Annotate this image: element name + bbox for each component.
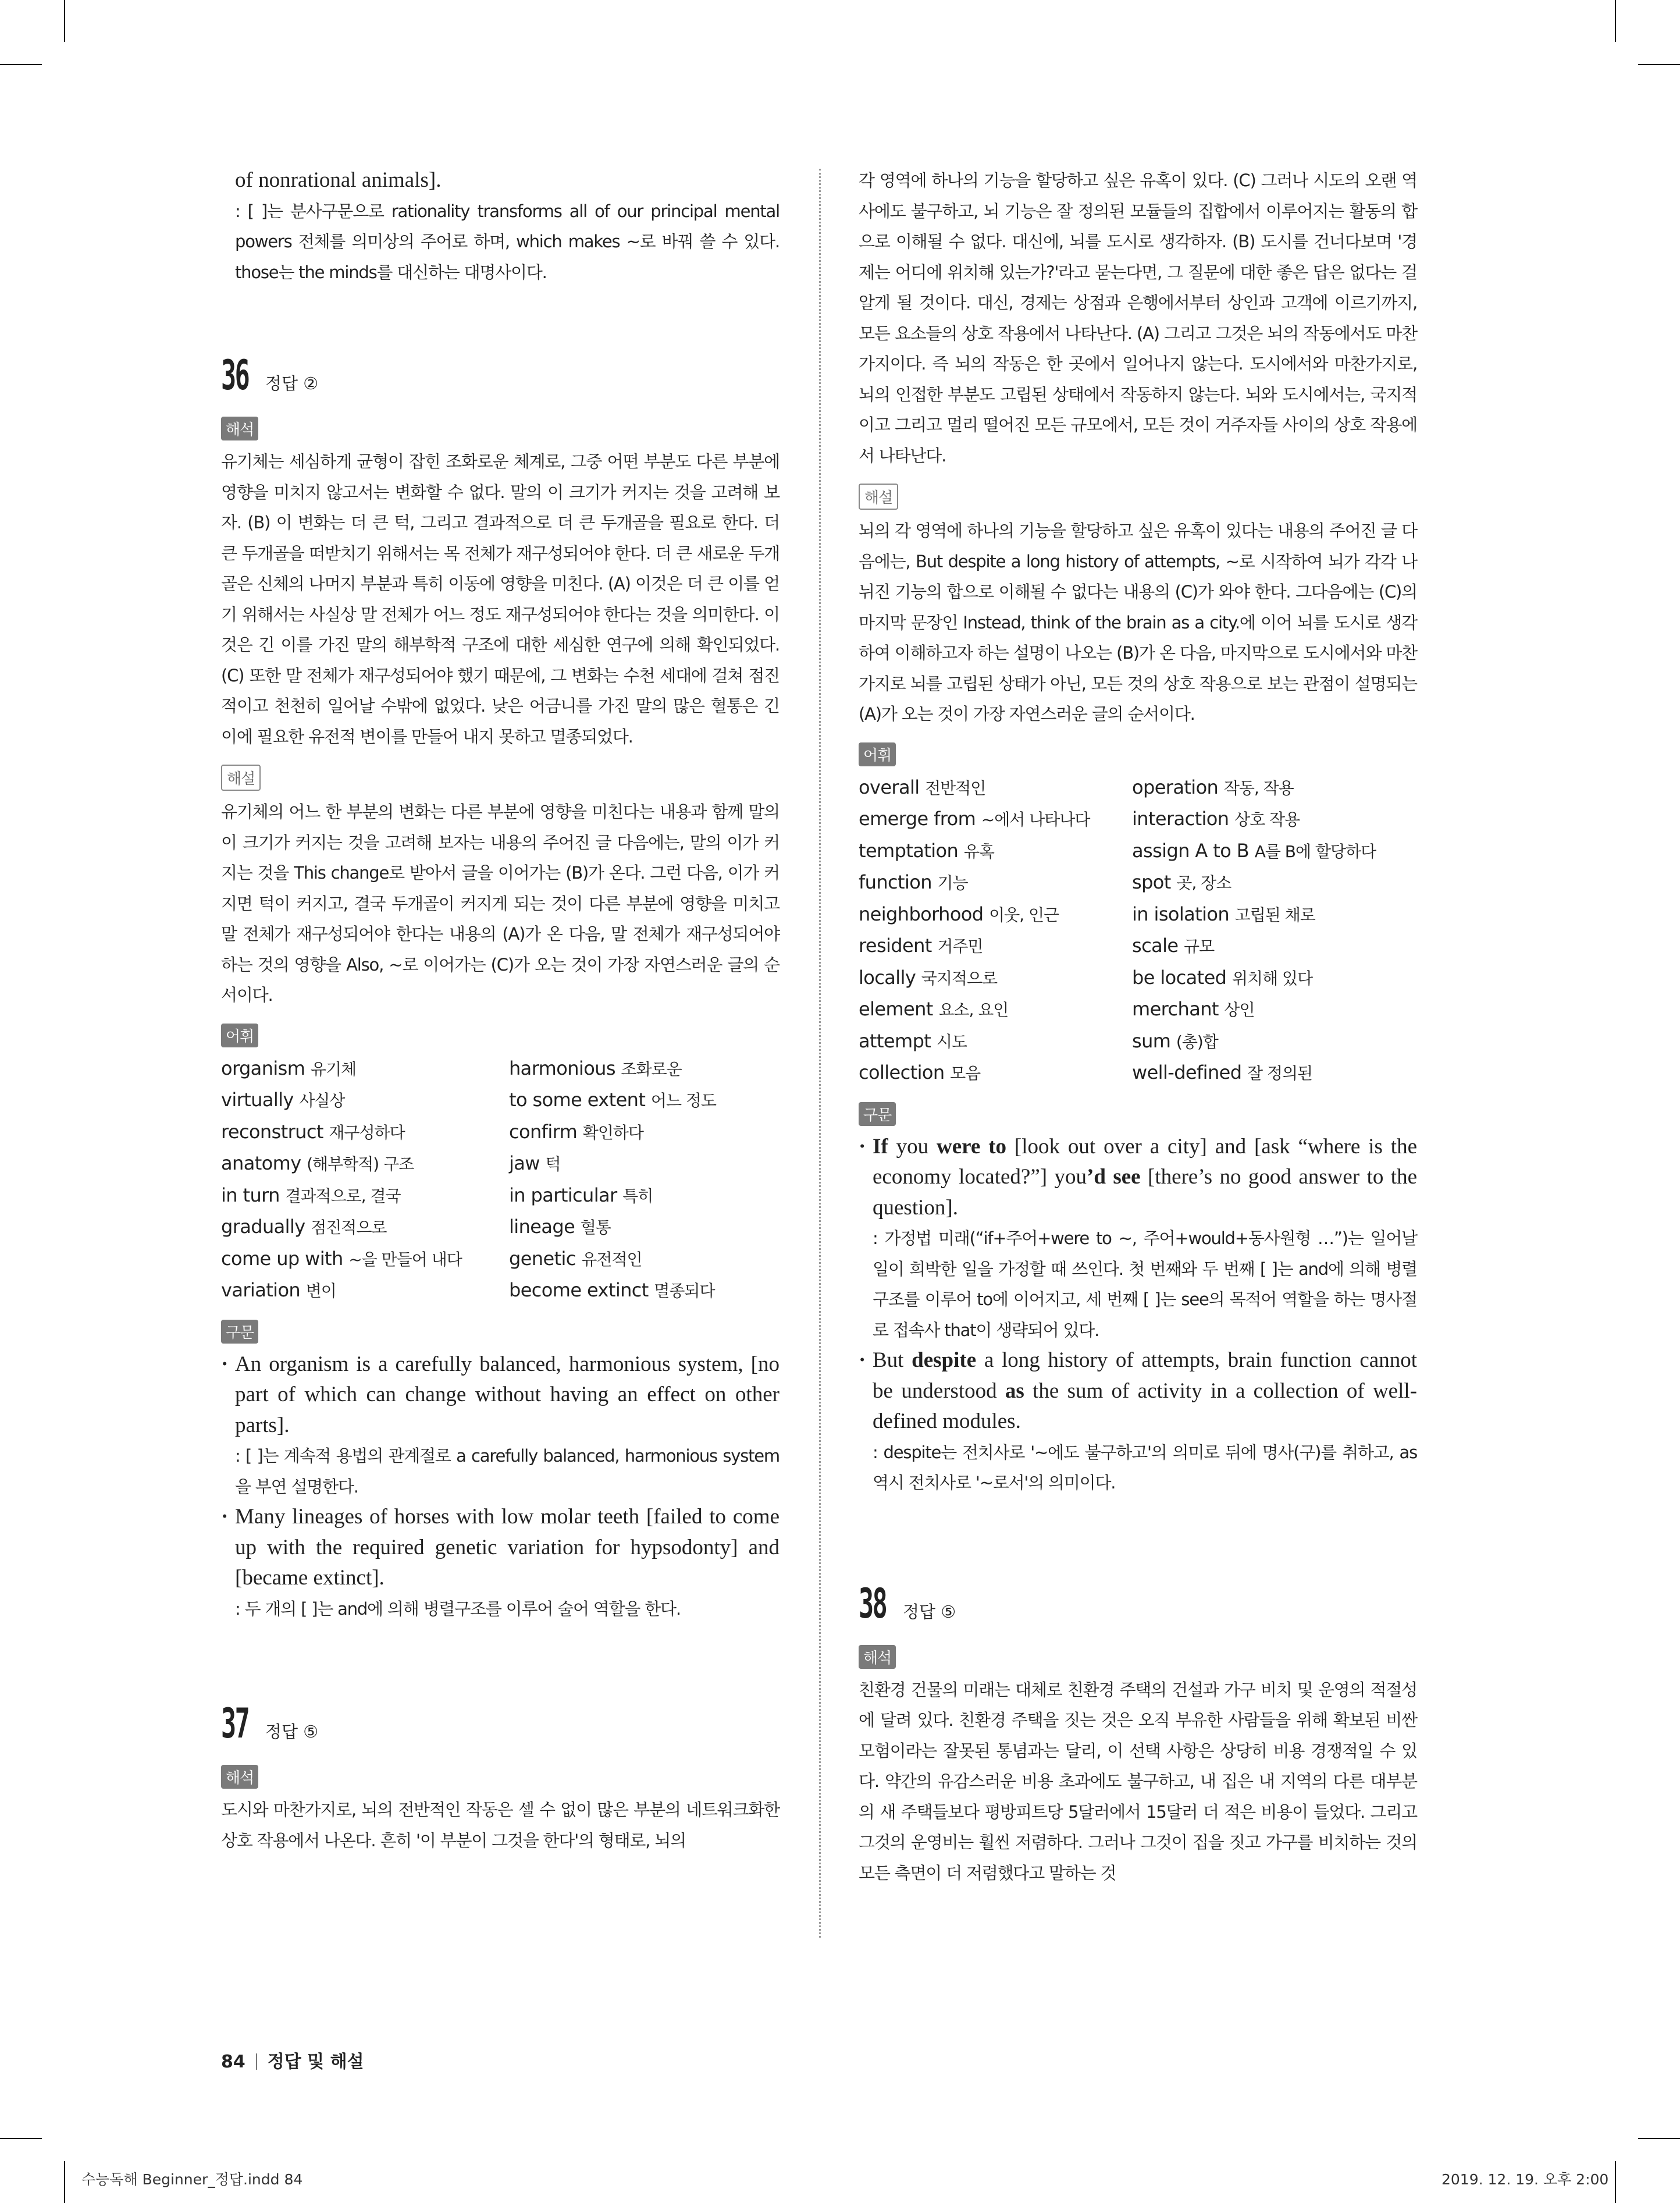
column-divider — [819, 169, 821, 1938]
tag-interpretation: 해석 — [859, 1645, 896, 1669]
q37-explanation: 뇌의 각 영역에 하나의 기능을 할당하고 싶은 유혹이 있다는 내용의 주어진 글 다음에는, But despite a long history of attempts, ~로 시작하여 뇌가 각각 나뉘진 기능의 합으로 이해될 수 없다는 내용의 (C)가 와야 한다. 그다음에는 (C)의 마지막 문장인 Instead, think of the brain as a city.에 이어 뇌를 도시로 생각하여 이해하고자 하는 설명이 나오는 (B)가 온 다음, 마지막으로 도시에서와 마찬가지로 뇌를 고립된 상태가 아닌, 모든 것의 상호 작용으로 보는 관점이 설명되는 (A)가 오는 것이 가장 자연스러운 글의 순서이다. — [859, 521, 1417, 724]
q38-interpretation: 친환경 건물의 미래는 대체로 친환경 주택의 건설과 가구 비치 및 운영의 적절성에 달려 있다. 친환경 주택을 짓는 것은 오직 부유한 사람들을 위해 확보된 비싼 모험이라는 잘못된 통념과는 달리, 이 선택 사항은 상당히 비용 경쟁적일 수 있다. 약간의 유감스러운 비용 초과에도 불구하고, 내 집은 내 지역의 다른 대부분의 새 주택들보다 평방피트당 5달러에서 15달러 더 적은 비용이 들었다. 그리고 그것의 운영비는 훨씬 저렴하다. 그러나 그것이 집을 짓고 가구를 비치하는 것의 모든 측면이 더 저렴했다고 말하는 것 — [859, 1679, 1417, 1883]
section-title: 정답 및 해설 — [267, 2052, 364, 2072]
vocab-item: become extinct 멸종되다 — [509, 1279, 715, 1301]
page-footer — [221, 2047, 364, 2073]
q37-syntax-sentence-2: · But despite a long history of attempts, brain function cannot be understood as the sum of activity in a collection of well-defined modules. — [859, 1345, 1417, 1437]
crop-mark — [0, 64, 42, 65]
vocab-item: element 요소, 요인 — [859, 998, 1009, 1020]
tag-explanation: 해설 — [859, 484, 898, 510]
vocab-item: variation 변이 — [221, 1279, 336, 1301]
crop-mark — [1615, 0, 1616, 42]
print-slug-date: 2019. 12. 19. 오후 2:00 — [1441, 2171, 1609, 2188]
crop-mark — [1638, 64, 1680, 65]
vocab-item: to some extent 어느 정도 — [509, 1089, 716, 1111]
q36-syntax-sentence-2: · Many lineages of horses with low molar teeth [failed to come up with the required genetic variation for hypsodonty] and [became extinct]. — [221, 1502, 780, 1594]
tag-syntax: 구문 — [859, 1102, 896, 1126]
vocab-item: sum (총)합 — [1132, 1029, 1218, 1052]
tag-interpretation: 해석 — [221, 1765, 258, 1789]
q36-vocabulary — [221, 1053, 780, 1307]
vocab-item: genetic 유전적인 — [509, 1247, 642, 1270]
vocab-item: well-defined 잘 정의된 — [1132, 1061, 1313, 1083]
q37-vocabulary — [859, 772, 1417, 1089]
vocab-item: in particular 특히 — [509, 1184, 653, 1206]
footer-divider — [256, 2053, 257, 2070]
vocab-item: temptation 유혹 — [859, 839, 994, 862]
vocab-item: anatomy (해부학적) 구조 — [221, 1152, 414, 1174]
vocab-item: merchant 상인 — [1132, 998, 1255, 1020]
print-slug-file: 수능독해 Beginner_정답.indd 84 — [81, 2171, 303, 2188]
tag-interpretation: 해석 — [221, 417, 258, 440]
answer-label: 정답 ⑤ — [903, 1601, 956, 1622]
crop-mark — [0, 2138, 42, 2139]
q36-header — [221, 351, 780, 404]
tag-vocabulary: 어휘 — [221, 1024, 258, 1047]
answer-label: 정답 ⑤ — [265, 1722, 319, 1742]
page-number: 84 — [221, 2052, 245, 2072]
vocab-item: interaction 상호 작용 — [1132, 808, 1300, 830]
question-number: 36 — [221, 351, 249, 399]
vocab-item: gradually 점진적으로 — [221, 1216, 387, 1238]
q37-syntax-note-2: : despite는 전치사로 '~에도 불구하고'의 의미로 뒤에 명사(구)를 취하고, as 역시 전치사로 '~로서'의 의미이다. — [873, 1442, 1417, 1493]
q36-syntax-note-1: : [ ]는 계속적 용법의 관계절로 a carefully balanced, harmonious system을 부연 설명한다. — [235, 1446, 780, 1497]
vocab-item: in turn 결과적으로, 결국 — [221, 1184, 401, 1206]
q37-syntax-sentence-1: · If you were to [look out over a city] and [ask “where is the economy located?”] you’d see [there’s no good answer to the question]. — [859, 1132, 1417, 1224]
crop-mark — [64, 2161, 65, 2203]
vocab-item: in isolation 고립된 채로 — [1132, 902, 1315, 925]
q36-interpretation: 유기체는 세심하게 균형이 잡힌 조화로운 체계로, 그중 어떤 부분도 다른 부분에 영향을 미치지 않고서는 변화할 수 없다. 말의 이 크기가 커지는 것을 고려해 보자. (B) 이 변화는 더 큰 턱, 그리고 결과적으로 더 큰 두개골을 필요로 한다. 더 큰 두개골을 떠받치기 위해서는 목 전체가 재구성되어야 한다. 더 큰 새로운 두개골은 신체의 나머지 부분과 특히 이동에 영향을 미친다. (A) 이것은 더 큰 이를 얻기 위해서는 사실상 말 전체가 어느 정도 재구성되어야 한다는 것을 의미한다. 이것은 긴 이를 가진 말의 해부학적 구조에 대한 세심한 연구에 의해 확인되었다. (C) 또한 말 전체가 재구성되어야 했기 때문에, 그 변화는 수천 세대에 걸쳐 점진적이고 천천히 일어날 수밖에 없었다. 낮은 어금니를 가진 말의 많은 혈통은 긴 이에 필요한 유전적 변이를 만들어 내지 못하고 멸종되었다. — [221, 452, 780, 747]
crop-mark — [64, 0, 65, 42]
q36-syntax-sentence-1: · An organism is a carefully balanced, harmonious system, [no part of which can change without having an effect on other parts]. — [221, 1349, 780, 1441]
vocab-item: collection 모음 — [859, 1061, 981, 1083]
question-number: 37 — [221, 1700, 249, 1747]
vocab-item: harmonious 조화로운 — [509, 1057, 682, 1079]
answer-label: 정답 ② — [265, 374, 319, 393]
vocab-item: function 기능 — [859, 871, 968, 893]
vocab-item: confirm 확인하다 — [509, 1120, 643, 1143]
q36-explanation: 유기체의 어느 한 부분의 변화는 다른 부분에 영향을 미친다는 내용과 함께 말의 이 크기가 커지는 것을 고려해 보자는 내용의 주어진 글 다음에는, 말의 이가 커지는 것을 This change로 받아서 글을 이어가는 (B)가 온다. 그런 다음, 이가 커지면 턱이 커지고, 결국 두개골이 커지게 되는 것이 다른 부분에 영향을 미치고 말 전체가 재구성되어야 한다는 내용의 (A)가 온 다음, 말 전체가 재구성되어야 하는 것의 영향을 Also, ~로 이어가는 (C)가 오는 것이 가장 자연스러운 글의 순서이다. — [221, 802, 780, 1005]
vocab-item: jaw 턱 — [509, 1152, 561, 1174]
q37-syntax-note-1: : 가정법 미래(“if+주어+were to ~, 주어+would+동사원형 …”)는 일어날 일이 희박한 일을 가정할 때 쓰인다. 첫 번째와 두 번째 [ ]는 and에 의해 병렬구조를 이루어 to에 이어지고, 세 번째 [ ]는 see의 목적어 역할을 하는 명사절로 접속사 that이 생략되어 있다. — [873, 1228, 1417, 1340]
vocab-item: spot 곳, 장소 — [1132, 871, 1231, 893]
q37-header — [221, 1700, 780, 1752]
question-number: 38 — [859, 1579, 887, 1628]
q37-interpretation-rest: 각 영역에 하나의 기능을 할당하고 싶은 유혹이 있다. (C) 그러나 시도의 오랜 역사에도 불구하고, 뇌 기능은 잘 정의된 모듈들의 집합에서 이루어지는 활동의 합으로 이해될 수 없다. 대신에, 뇌를 도시로 생각하자. (B) 도시를 건너다보며 '경제는 어디에 위치해 있는가?'라고 묻는다면, 그 질문에 대한 좋은 답은 없다는 걸 알게 될 것이다. 대신, 경제는 상점과 은행에서부터 상인과 고객에 이르기까지, 모든 요소들의 상호 작용에서 나타난다. (A) 그리고 그것은 뇌의 작동에서도 마찬가지이다. 즉 뇌의 작동은 한 곳에서 일어나지 않는다. 도시에서와 마찬가지로, 뇌의 인접한 부분도 고립된 상태에서 작동하지 않는다. 뇌와 도시에서는, 국지적이고 그리고 멀리 떨어진 모든 규모에서, 모든 것이 거주자들 사이의 상호 작용에서 나타난다. — [859, 170, 1417, 466]
vocab-item: operation 작동, 작용 — [1132, 776, 1294, 798]
tag-syntax: 구문 — [221, 1320, 258, 1344]
vocab-item: lineage 혈통 — [509, 1216, 611, 1238]
vocab-item: virtually 사실상 — [221, 1089, 345, 1111]
vocab-item: neighborhood 이웃, 인근 — [859, 902, 1059, 925]
vocab-item: assign A to B A를 B에 할당하다 — [1132, 839, 1376, 862]
tag-vocabulary: 어휘 — [859, 742, 896, 766]
tag-explanation: 해설 — [221, 765, 261, 791]
q37-interpretation-start: 도시와 마찬가지로, 뇌의 전반적인 작동은 셀 수 없이 많은 부분의 네트워크화한 상호 작용에서 나온다. 흔히 '이 부분이 그것을 한다'의 형태로, 뇌의 — [221, 1800, 780, 1850]
vocab-item: be located 위치해 있다 — [1132, 966, 1313, 989]
vocab-item: come up with ~을 만들어 내다 — [221, 1247, 462, 1270]
vocab-item: scale 규모 — [1132, 935, 1215, 957]
vocab-item: resident 거주민 — [859, 935, 983, 957]
q35-syntax-tail: of nonrational animals]. — [235, 168, 442, 192]
vocab-item: overall 전반적인 — [859, 776, 986, 798]
vocab-item: locally 국지적으로 — [859, 966, 998, 989]
q38-header — [859, 1580, 1417, 1632]
right-column — [859, 165, 1417, 1888]
vocab-item: reconstruct 재구성하다 — [221, 1120, 405, 1143]
vocab-item: organism 유기체 — [221, 1057, 357, 1079]
crop-mark — [1638, 2138, 1680, 2139]
q35-syntax-note: : [ ]는 분사구문으로 rationality transforms all of our principal mental powers 전체를 의미상의 주어로 하며, which makes ~로 바꿔 쓸 수 있다. those는 the minds를 대신하는 대명사이다. — [235, 201, 780, 282]
crop-mark — [1615, 2161, 1616, 2203]
left-column — [221, 165, 780, 1856]
vocab-item: emerge from ~에서 나타나다 — [859, 808, 1090, 830]
q36-syntax-note-2: : 두 개의 [ ]는 and에 의해 병렬구조를 이루어 술어 역할을 한다. — [235, 1598, 681, 1619]
vocab-item: attempt 시도 — [859, 1029, 967, 1052]
